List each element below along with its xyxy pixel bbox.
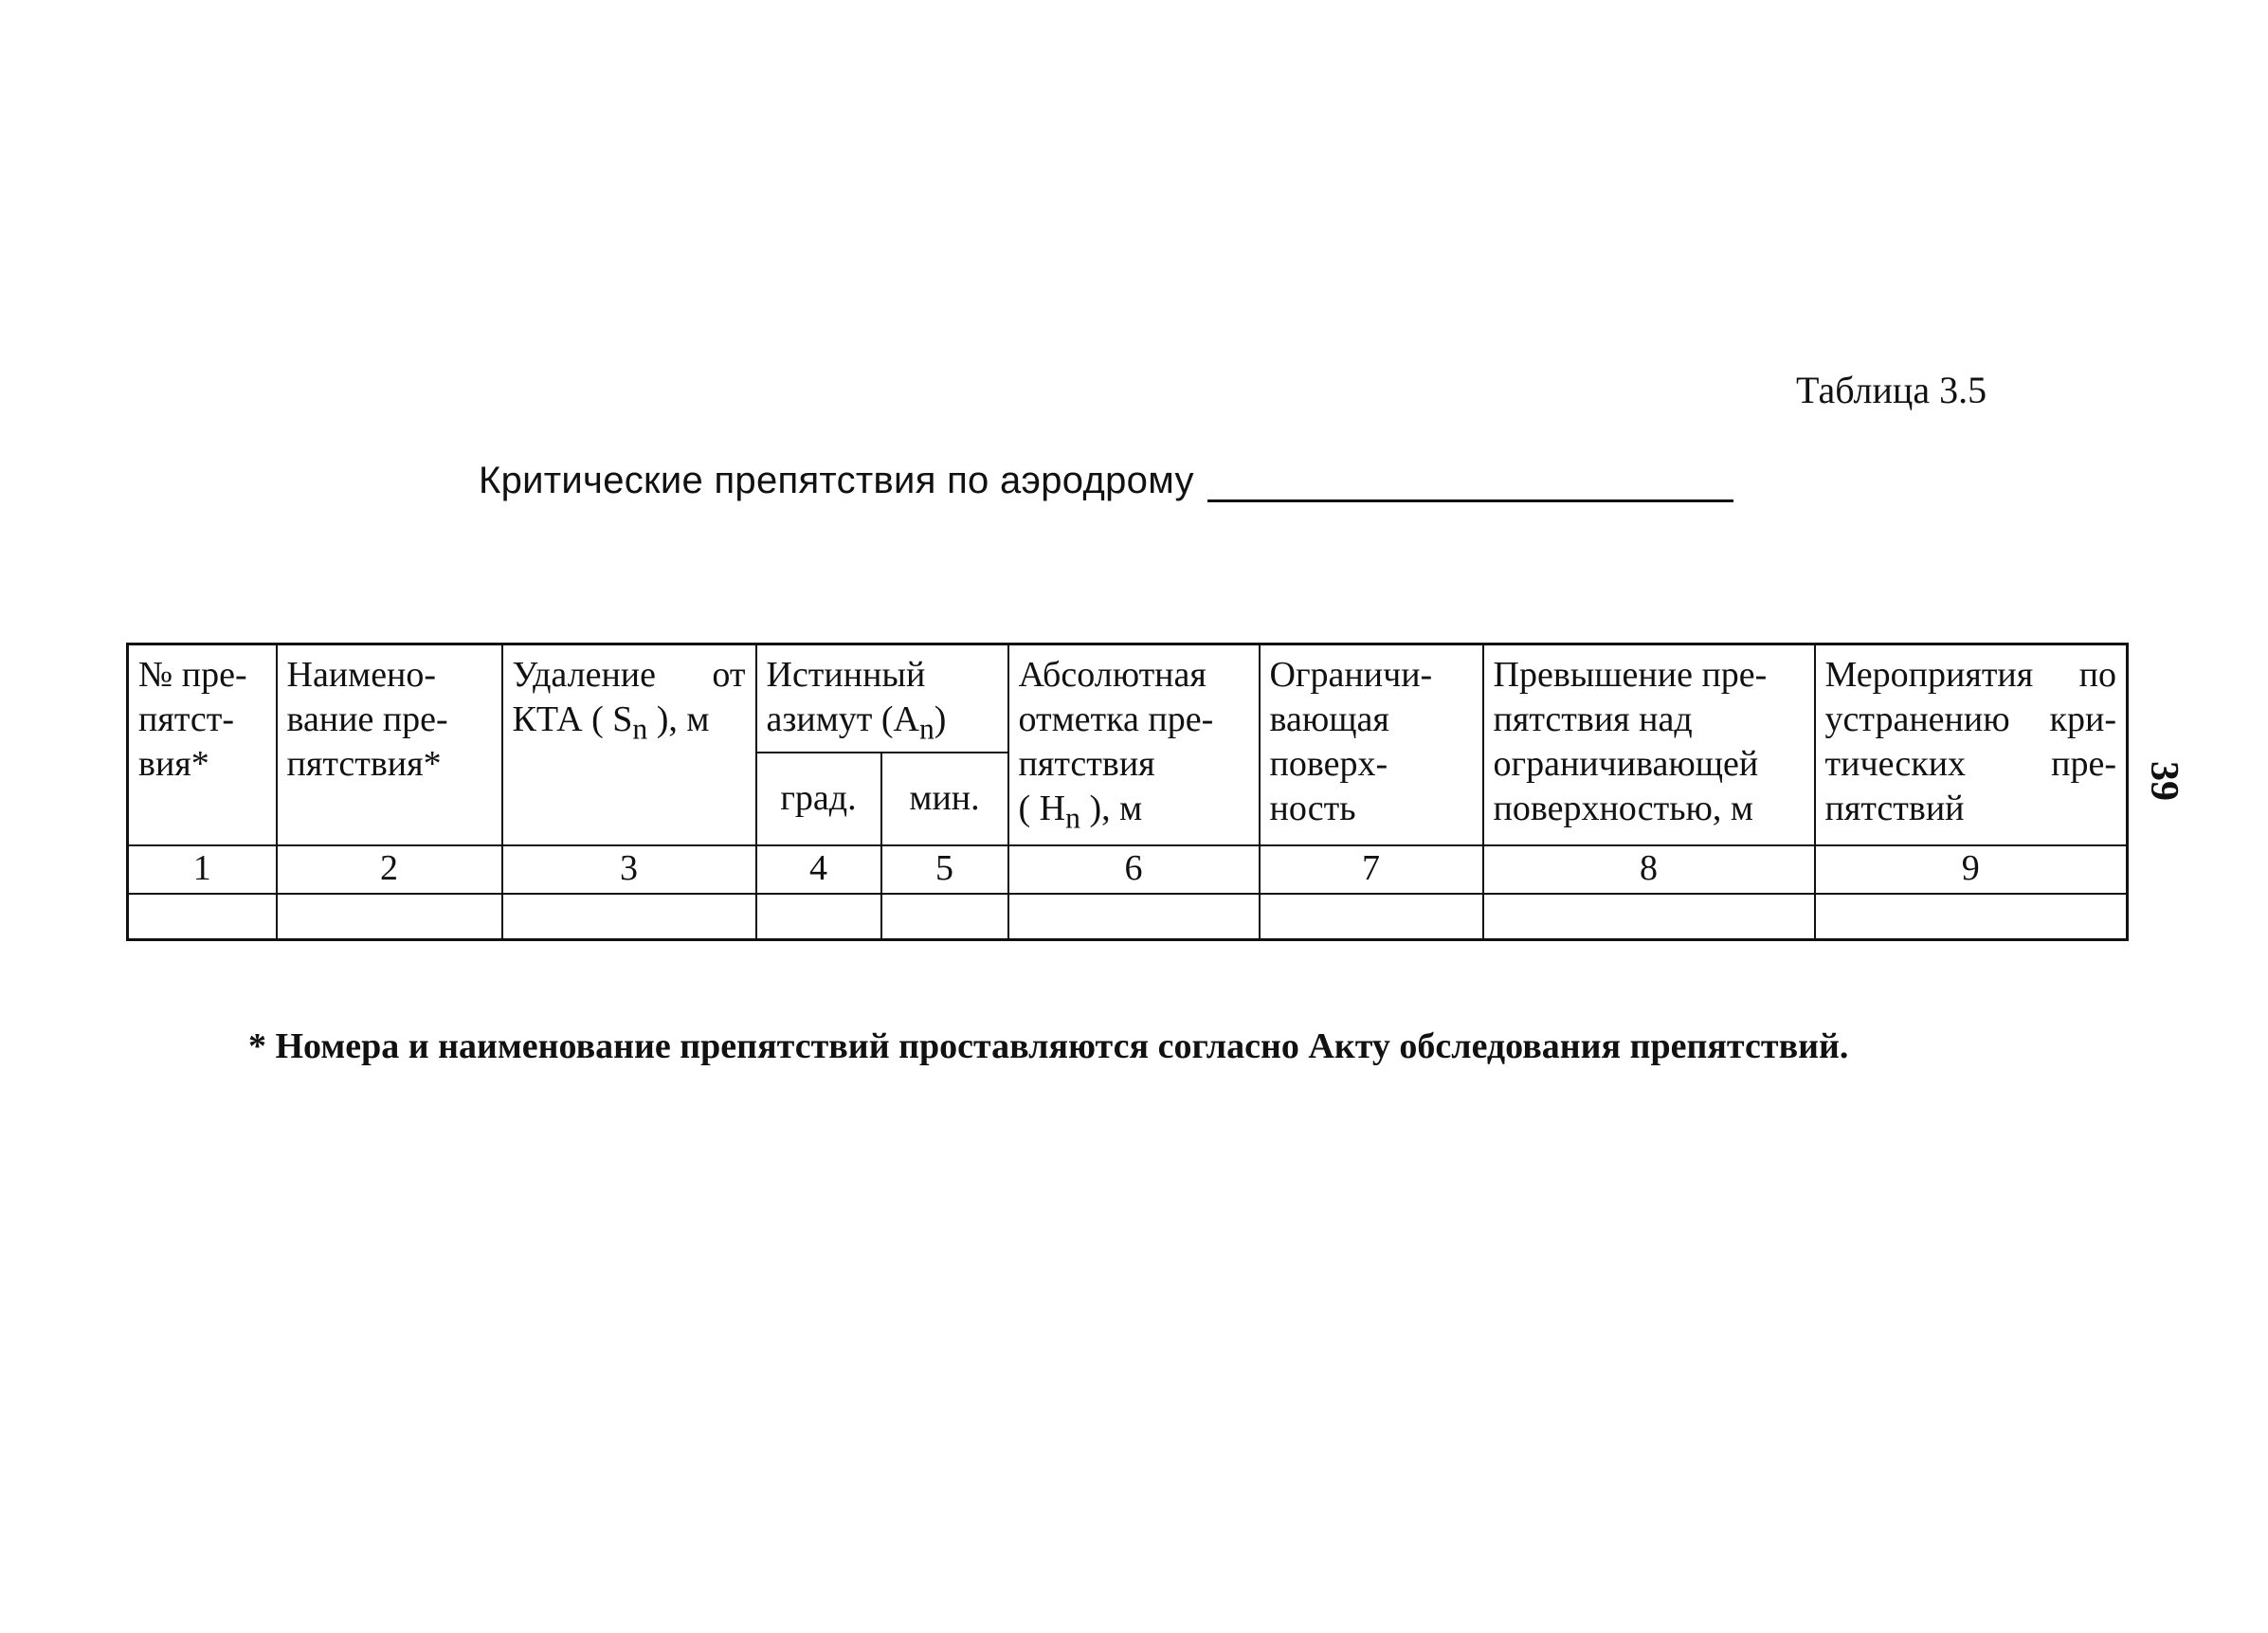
column-number: 6 (1008, 845, 1260, 894)
empty-cell (1260, 894, 1483, 940)
page-title: Критические препятствия по аэродрому (479, 460, 1194, 501)
empty-cell (128, 894, 277, 940)
header-excess-over-surface: Превышение пре- пятствия над ограничивающей поверхностью, м (1483, 644, 1815, 845)
column-number: 2 (277, 845, 502, 894)
empty-data-row (128, 894, 2128, 940)
column-number: 7 (1260, 845, 1483, 894)
column-number: 4 (756, 845, 881, 894)
column-number: 8 (1483, 845, 1815, 894)
empty-cell (756, 894, 881, 940)
header-degrees: град. (756, 753, 881, 845)
empty-cell (881, 894, 1008, 940)
column-number: 5 (881, 845, 1008, 894)
header-limiting-surface: Ограничи- вающая поверх- ность (1260, 644, 1483, 845)
empty-cell (1815, 894, 2128, 940)
column-number: 9 (1815, 845, 2128, 894)
header-distance-from-kta: Удаление от КТА ( $S_n$ ), м (502, 644, 756, 845)
table-number: Таблица 3.5 (1796, 369, 1987, 411)
aerodrome-blank-line (1207, 463, 1733, 502)
column-number: 3 (502, 845, 756, 894)
header-obstacle-number: № пре- пятст- вия* (128, 644, 277, 845)
obstacles-table (126, 643, 2129, 941)
header-absolute-elevation: Абсолютная отметка пре- пятствия ( $H_n$ ), м (1008, 644, 1260, 845)
footnote: * Номера и наименование препятствий проставляются согласно Акту обследования препятствий. (248, 1026, 1849, 1066)
empty-cell (1483, 894, 1815, 940)
header-elimination-measures: Мероприятия по устранению кри- тических пре- пятствий (1815, 644, 2128, 845)
header-minutes: мин. (881, 753, 1008, 845)
title-row (479, 460, 1733, 502)
header-obstacle-name: Наимено- вание пре- пятствия* (277, 644, 502, 845)
empty-cell (1008, 894, 1260, 940)
page-number: 39 (2142, 761, 2186, 801)
column-numbers-row (128, 845, 2128, 894)
empty-cell (277, 894, 502, 940)
column-number: 1 (128, 845, 277, 894)
header-true-azimuth: Истинный азимут $(A_n)$ (756, 644, 1008, 753)
empty-cell (502, 894, 756, 940)
